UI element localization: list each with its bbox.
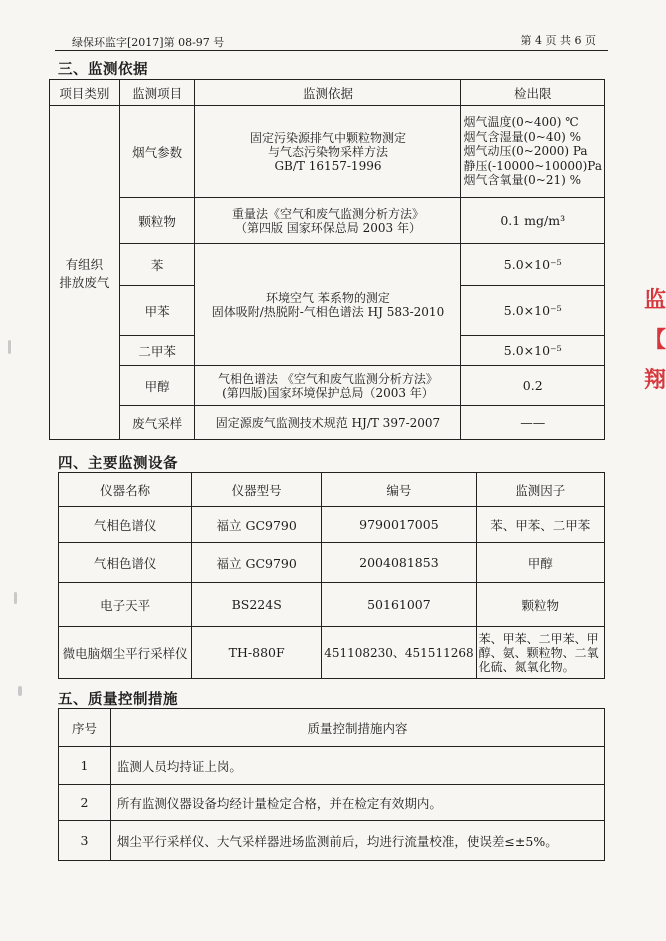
equipment-table [58,472,605,679]
seal-char: 翔 [644,367,666,393]
instrument-model: BS224S [192,583,322,627]
monitoring-basis-table [49,79,605,440]
table-row [50,244,605,286]
seal-char: 监 [644,287,666,313]
basis-cell: 气相色谱法 《空气和废气监测分析方法》 (第四版)国家环境保护总局（2003 年） [195,366,461,406]
measure-text: 烟尘平行采样仪、大气采样器进场监测前后，均进行流量校准，使误差≤±5%。 [110,821,604,861]
table-header-row [50,80,605,106]
table-row [50,366,605,406]
instrument-id: 2004081853 [322,543,476,583]
instrument-factor: 颗粒物 [476,583,604,627]
instrument-id: 50161007 [322,583,476,627]
table-row [50,106,605,198]
instrument-name: 电子天平 [59,583,192,627]
table-row [59,507,605,543]
binding-mark [18,686,22,696]
table-row [59,543,605,583]
table-row [59,627,605,679]
column-header: 序号 [59,709,111,747]
row-number: 2 [59,785,111,821]
header-rule [55,50,608,51]
basis-cell: 固定源废气监测技术规范 HJ/T 397-2007 [195,406,461,440]
row-number: 3 [59,821,111,861]
table-row [59,747,605,785]
row-number: 1 [59,747,111,785]
instrument-model: 福立 GC9790 [192,507,322,543]
column-header: 仪器型号 [192,473,322,507]
limit-cell: —— [461,406,605,440]
table-row [59,821,605,861]
red-seal-stamp [640,280,666,420]
limit-cell: 5.0×10⁻⁵ [461,286,605,336]
column-header: 检出限 [461,80,605,106]
limit-cell: 5.0×10⁻⁵ [461,244,605,286]
limit-cell: 烟气温度(0~400) ℃ 烟气含湿量(0~40) % 烟气动压(0~2000) Pa 静压(-10000~10000)Pa 烟气含氧量(0~21) % [461,106,605,198]
instrument-id: 451108230、451511268 [322,627,476,679]
item-cell: 颗粒物 [119,198,195,244]
table-row [50,198,605,244]
limit-cell: 0.1 mg/m³ [461,198,605,244]
report-number: 绿保环监字[2017]第 08-97 号 [72,36,225,49]
item-cell: 甲醇 [119,366,195,406]
section-5-title: 五、质量控制措施 [58,691,178,708]
limit-cell: 0.2 [461,366,605,406]
seal-char: 【 [644,327,666,353]
column-header: 项目类别 [50,80,120,106]
instrument-factor: 甲醇 [476,543,604,583]
instrument-factor: 苯、甲苯、二甲苯 [476,507,604,543]
measure-text: 监测人员均持证上岗。 [110,747,604,785]
basis-cell: 重量法《空气和废气监测分析方法》 （第四版 国家环保总局 2003 年） [195,198,461,244]
binding-mark [14,592,17,604]
section-3-title: 三、监测依据 [58,61,148,78]
basis-cell: 环境空气 苯系物的测定 固体吸附/热脱附-气相色谱法 HJ 583-2010 [195,244,461,366]
column-header: 编号 [322,473,476,507]
column-header: 质量控制措施内容 [110,709,604,747]
instrument-name: 气相色谱仪 [59,543,192,583]
column-header: 仪器名称 [59,473,192,507]
instrument-name: 气相色谱仪 [59,507,192,543]
instrument-factor: 苯、甲苯、二甲苯、甲 醇、氨、颗粒物、二氧 化硫、氮氧化物。 [476,627,604,679]
item-cell: 二甲苯 [119,336,195,366]
item-cell: 甲苯 [119,286,195,336]
item-cell: 废气采样 [119,406,195,440]
instrument-model: 福立 GC9790 [192,543,322,583]
item-cell: 苯 [119,244,195,286]
instrument-id: 9790017005 [322,507,476,543]
limit-cell: 5.0×10⁻⁵ [461,336,605,366]
category-cell: 有组织 排放废气 [50,106,120,440]
instrument-model: TH-880F [192,627,322,679]
binding-mark [8,340,11,354]
column-header: 监测因子 [476,473,604,507]
column-header: 监测项目 [119,80,195,106]
column-header: 监测依据 [195,80,461,106]
section-4-title: 四、主要监测设备 [58,455,178,472]
page-info: 第 4 页 共 6 页 [520,34,596,47]
table-row [59,785,605,821]
table-row [50,406,605,440]
table-row [59,583,605,627]
measure-text: 所有监测仪器设备均经计量检定合格，并在检定有效期内。 [110,785,604,821]
quality-control-table [58,708,605,861]
table-header-row [59,473,605,507]
table-header-row [59,709,605,747]
item-cell: 烟气参数 [119,106,195,198]
basis-cell: 固定污染源排气中颗粒物测定 与气态污染物采样方法 GB/T 16157-1996 [195,106,461,198]
instrument-name: 微电脑烟尘平行采样仪 [59,627,192,679]
